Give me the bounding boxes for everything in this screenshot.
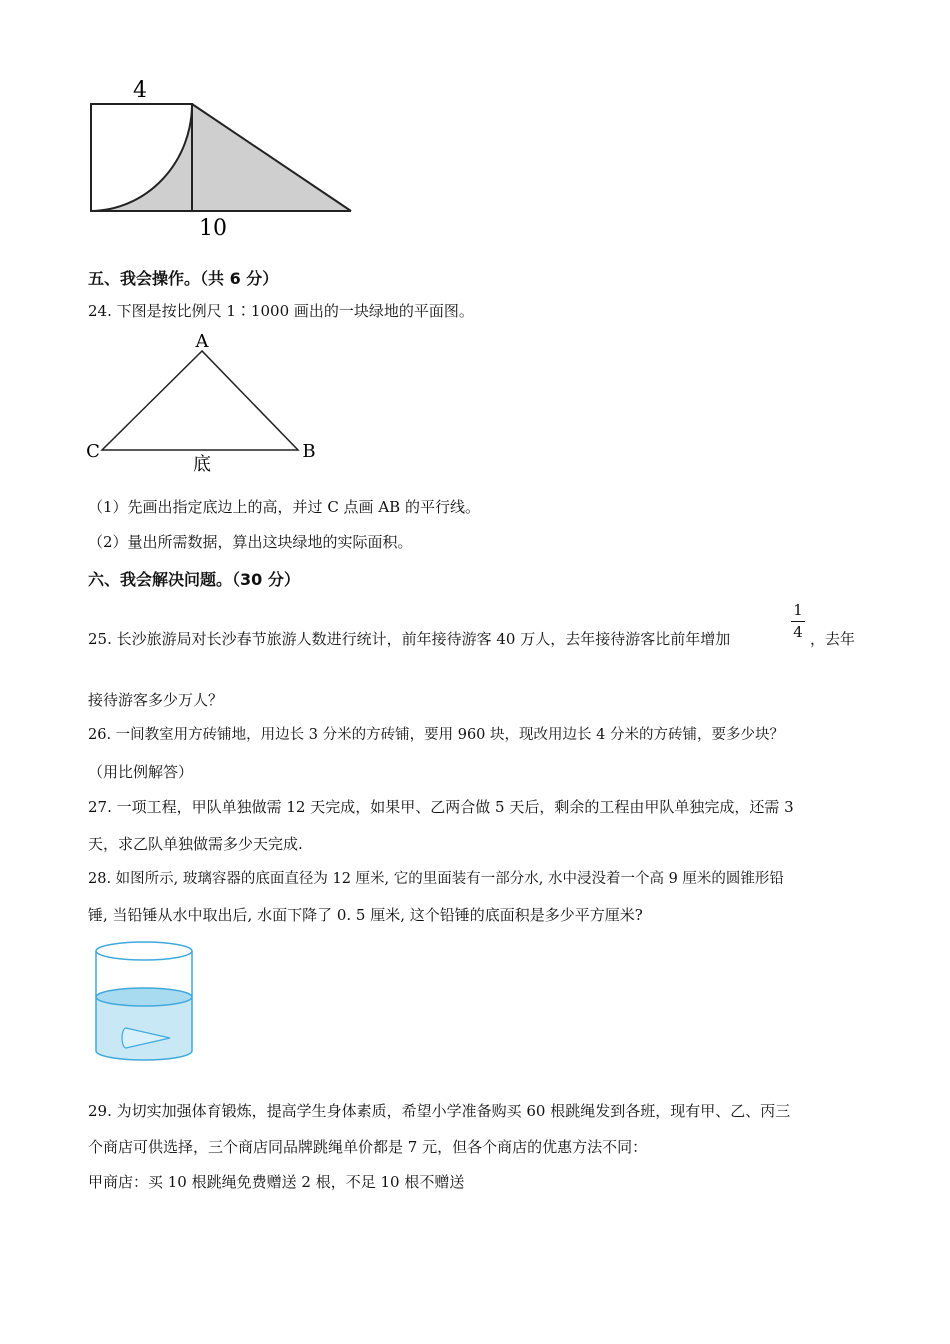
q24-sub2: （2）量出所需数据，算出这块绿地的实际面积。	[88, 533, 413, 551]
label-a: A	[195, 331, 209, 352]
container-rim	[96, 942, 192, 960]
fraction-numerator: 1	[793, 601, 803, 619]
q26-line1: 26. 一间教室用方砖铺地，用边长 3 分米的方砖铺，要用 960 块，现改用边长 4 分米的方砖铺，要多少块？	[88, 727, 784, 743]
q27-line1: 27. 一项工程，甲队单独做需 12 天完成，如果甲、乙两合做 5 天后，剩余的工程由甲队单独完成，还需 3	[88, 798, 794, 816]
q28-line1: 28. 如图所示, 玻璃容器的底面直径为 12 厘米, 它的里面装有一部分水, 水中浸没着一个高 9 厘米的圆锥形铅	[88, 871, 784, 887]
section5-heading: 五、我会操作。（共 6 分）	[88, 269, 279, 288]
glass-container-figure	[88, 936, 203, 1071]
shaded-region	[91, 104, 351, 211]
label-base: 底	[193, 454, 211, 475]
water-surface	[96, 988, 192, 1006]
q25-text-after: ，去年	[810, 630, 856, 648]
q25-text-before: 25. 长沙旅游局对长沙春节旅游人数进行统计，前年接待游客 40 万人，去年接待游客比前年增加	[88, 630, 731, 648]
fraction-bar	[791, 621, 805, 622]
q29-line3: 甲商店：买 10 根跳绳免费赠送 2 根，不足 10 根不赠送	[88, 1173, 465, 1191]
shaded-area-figure	[80, 75, 370, 245]
triangle-figure	[80, 328, 330, 476]
q27-line2: 天，求乙队单独做需多少天完成.	[88, 835, 303, 853]
label-c: C	[86, 441, 100, 462]
q28-line2: 锤, 当铅锤从水中取出后, 水面下降了 0. 5 厘米, 这个铅锤的底面积是多少平方厘米?	[88, 906, 643, 924]
fraction-one-quarter	[788, 601, 808, 641]
q29-line2: 个商店可供选择，三个商店同品牌跳绳单价都是 7 元，但各个商店的优惠方法不同：	[88, 1138, 648, 1156]
q25-line2: 接待游客多少万人？	[88, 691, 224, 709]
label-bottom: 10	[199, 216, 227, 241]
label-b: B	[302, 441, 316, 462]
q29-line1: 29. 为切实加强体育锻炼，提高学生身体素质，希望小学准备购买 60 根跳绳发到各班，现有甲、乙、丙三	[88, 1102, 791, 1120]
q24-sub1: （1）先画出指定底边上的高，并过 C 点画 AB 的平行线。	[88, 498, 480, 516]
triangle-abc	[102, 351, 298, 450]
q26-line2: （用比例解答）	[88, 763, 194, 781]
label-top: 4	[133, 78, 147, 103]
q24-text: 24. 下图是按比例尺 1∶1000 画出的一块绿地的平面图。	[88, 302, 474, 320]
section6-heading: 六、我会解决问题。（30 分）	[88, 570, 300, 589]
fraction-denominator: 4	[793, 623, 803, 641]
